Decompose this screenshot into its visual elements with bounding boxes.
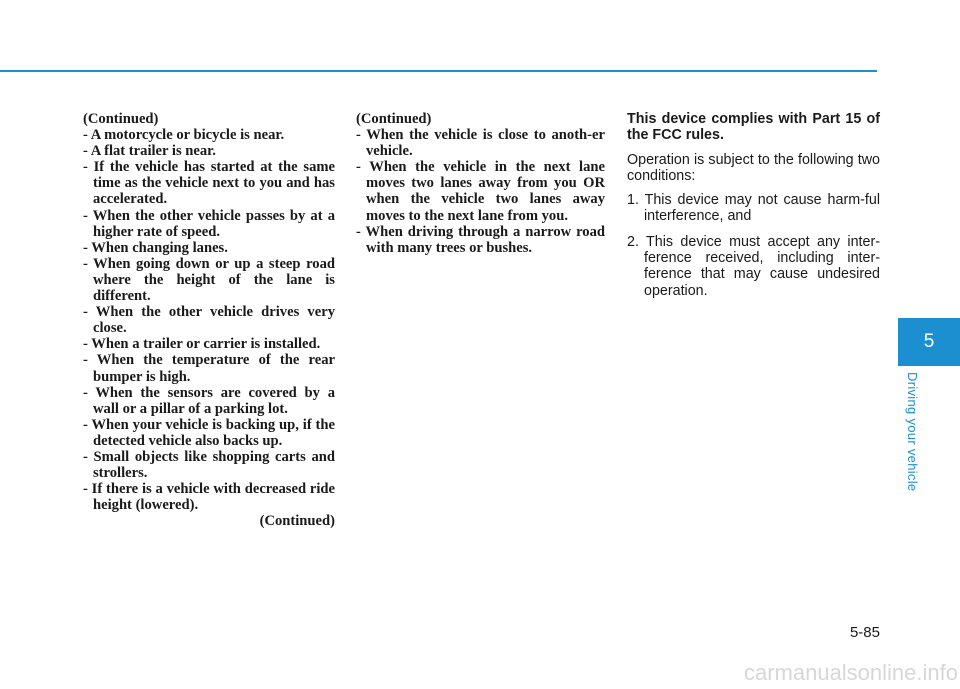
fcc-intro: Operation is subject to the following two conditions: (627, 151, 880, 184)
list-item: - When a trailer or carrier is installed. (83, 336, 321, 353)
list-item: - When going down or up a steep road where the height of the lane is different. (83, 255, 335, 305)
watermark-link[interactable]: carmanualsonline.info (743, 660, 958, 685)
list-item: - When driving through a narrow road with many trees or bushes. (356, 223, 605, 256)
list-item: - When your vehicle is backing up, if the detected vehicle also backs up. (83, 416, 335, 449)
list-item: - A flat trailer is near. (83, 143, 216, 160)
list-item: - When changing lanes. (83, 239, 228, 256)
list-item: - When the other vehicle drives very close. (83, 304, 335, 337)
chapter-label: Driving your vehicle (905, 372, 920, 492)
numbered-item: 2. This device must accept any inter-ference received, including inter-ference that may cause undesired operation. (627, 233, 880, 299)
column-left (83, 111, 335, 529)
column-middle (356, 111, 605, 256)
column-right (627, 111, 880, 308)
list-item: - When the other vehicle passes by at a higher rate of speed. (83, 207, 335, 240)
list-item: - If there is a vehicle with decreased ride height (lowered). (83, 481, 335, 514)
list-item: - When the sensors are covered by a wall or a pillar of a parking lot. (83, 384, 335, 417)
list-item: - A motorcycle or bicycle is near. (83, 127, 285, 144)
continued-label: (Continued) (83, 111, 159, 127)
fcc-heading: This device complies with Part 15 of the FCC rules. (627, 111, 880, 144)
chapter-tab (898, 318, 960, 366)
top-rule (0, 70, 877, 72)
list-item: - Small objects like shopping carts and strollers. (83, 448, 335, 482)
continued-label: (Continued) (356, 111, 432, 127)
list-item: - When the vehicle is close to anoth-er vehicle. (356, 127, 605, 160)
page-number: 5-85 (849, 624, 880, 641)
chapter-number: 5 (923, 331, 935, 352)
continued-label: (Continued) (259, 513, 335, 530)
list-item: - When the temperature of the rear bumper is high. (83, 352, 335, 385)
numbered-item: 1. This device may not cause harm-ful interference, and (627, 192, 880, 225)
list-item: - If the vehicle has started at the same time as the vehicle next to you and has accelerated. (83, 159, 335, 208)
list-item: - When the vehicle in the next lane moves two lanes away from you OR when the vehicle two lanes away moves to the next lane from you. (356, 159, 605, 224)
